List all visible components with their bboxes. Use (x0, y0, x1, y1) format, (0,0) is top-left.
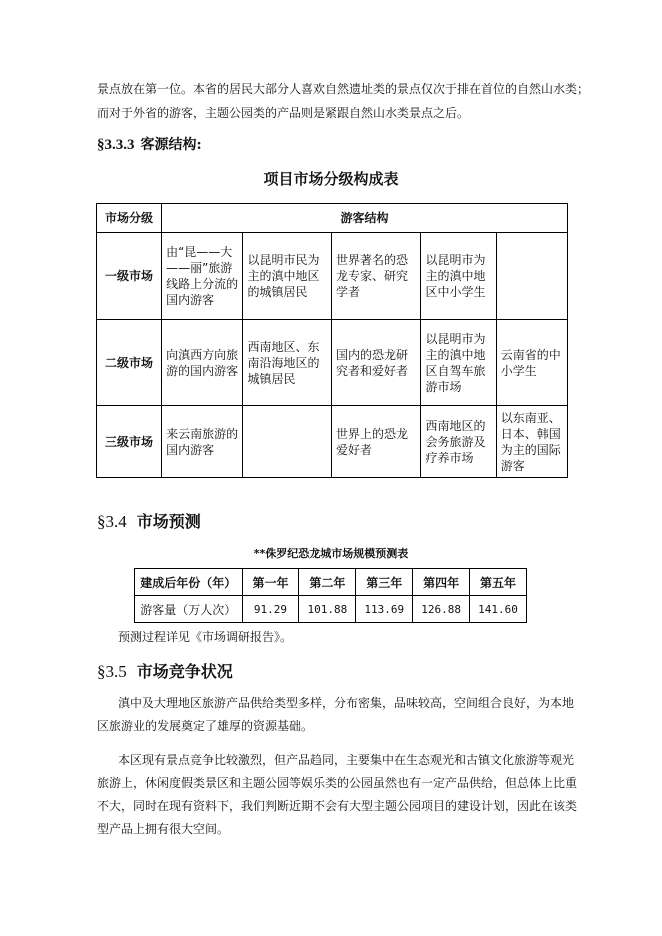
year-header: 第二年 (299, 569, 356, 596)
forecast-note: 预测过程详见《市场调研报告》。 (118, 630, 293, 644)
table-cell: 西南地区、东南沿海地区的城镇居民 (243, 320, 332, 406)
visitor-value: 141.60 (470, 596, 527, 623)
year-header: 第四年 (413, 569, 470, 596)
para1-line-1: 滇中及大理地区旅游产品供给类型多样，分布密集，品味较高，空间组合良好，为本地 (118, 696, 575, 710)
para2-line-3: 不大，同时在现有资料下，我们判断近期不会有大型主题公园项目的建设计划，因此在该类 (97, 799, 578, 813)
table-header-row (97, 204, 568, 233)
table-cell: 以东南亚、日本、韩国为主的国际游客 (496, 406, 567, 478)
table-cell: 以昆明市为主的滇中地区自驾车旅游市场 (421, 320, 496, 406)
section-heading-3-5 (97, 659, 233, 682)
visitor-value: 113.69 (356, 596, 413, 623)
para2-line-1: 本区现有景点竞争比较激烈，但产品趋同，主要集中在生态观光和古镇文化旅游等观光 (118, 753, 575, 767)
row-level: 二级市场 (97, 320, 162, 406)
row-label-visitors: 游客量（万人次） (135, 596, 243, 623)
year-header: 第五年 (470, 569, 527, 596)
row-label-year: 建成后年份（年） (135, 569, 243, 596)
visitor-value: 101.88 (299, 596, 356, 623)
table-row (135, 596, 527, 623)
market-forecast-table (134, 568, 527, 623)
table-row (97, 320, 568, 406)
header-market-level: 市场分级 (97, 204, 162, 233)
visitor-value: 91.29 (242, 596, 299, 623)
table-cell: 来云南旅游的国内游客 (162, 406, 243, 478)
section-title: 市场预测 (136, 512, 201, 531)
para2-line-4: 型产品上拥有很大空间。 (97, 822, 230, 836)
section-number: §3.5 (97, 662, 127, 681)
table-cell: 以昆明市民为主的滇中地区的城镇居民 (243, 233, 332, 320)
section-heading-3-4 (97, 509, 201, 532)
table-cell: 以昆明市为主的滇中地区中小学生 (421, 233, 496, 320)
section-heading-3-3-3 (97, 134, 202, 154)
para1-line-2: 区旅游业的发展奠定了雄厚的资源基础。 (97, 719, 314, 733)
table-row (135, 569, 527, 596)
section-number: §3.3.3 (97, 137, 135, 153)
table-cell: 由“昆——大——丽”旅游线路上分流的国内游客 (162, 233, 243, 320)
section-number: §3.4 (97, 512, 127, 531)
table-cell: 西南地区的会务旅游及疗养市场 (421, 406, 496, 478)
table2-title: **侏罗纪恐龙城市场规模预测表 (253, 547, 409, 560)
table-cell: 云南省的中小学生 (496, 320, 567, 406)
intro-line-2: 而对于外省的游客，主题公园类的产品则是紧跟自然山水类景点之后。 (97, 106, 470, 120)
visitor-value: 126.88 (413, 596, 470, 623)
row-level: 三级市场 (97, 406, 162, 478)
row-level: 一级市场 (97, 233, 162, 320)
intro-line-1: 景点放在第一位。本省的居民大部分人喜欢自然遗址类的景点仅次于排在首位的自然山水类； (97, 82, 590, 96)
table1-title: 项目市场分级构成表 (263, 170, 399, 188)
year-header: 第三年 (356, 569, 413, 596)
table-cell: 世界著名的恐龙专家、研究学者 (331, 233, 421, 320)
market-tier-table (96, 203, 568, 478)
table-row (97, 406, 568, 478)
table-cell: 世界上的恐龙爱好者 (331, 406, 421, 478)
table-cell: 国内的恐龙研究者和爱好者 (331, 320, 421, 406)
year-header: 第一年 (242, 569, 299, 596)
table-row (97, 233, 568, 320)
section-title: 客源结构: (140, 137, 202, 153)
para2-line-2: 旅游上，休闲度假类景区和主题公园等娱乐类的公园虽然也有一定产品供给，但总体上比重 (97, 776, 578, 790)
header-visitor-structure: 游客结构 (162, 204, 568, 233)
table-cell (496, 233, 567, 320)
table-cell (243, 406, 332, 478)
section-title: 市场竞争状况 (136, 662, 233, 681)
table-cell: 向滇西方向旅游的国内游客 (162, 320, 243, 406)
